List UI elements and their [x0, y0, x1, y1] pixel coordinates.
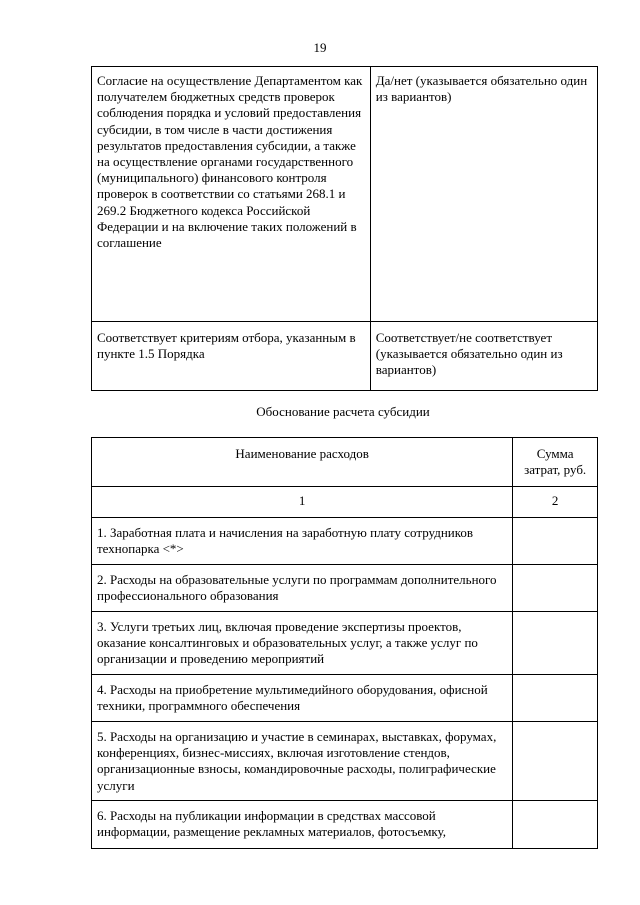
expense-name-cell: 4. Расходы на приобретение мультимедийного оборудования, офисной техники, программного обеспечения	[92, 675, 513, 722]
expense-amount-cell	[513, 675, 598, 722]
expenses-table	[91, 437, 598, 849]
header-expense-name: Наименование расходов	[92, 438, 513, 487]
consent-label-cell: Согласие на осуществление Департаментом как получателем бюджетных средств проверок соблюдения порядка и условий предоставления субсидии, в том числе в части достижения результатов предоставления субсидии, а также на осуществление органами государственного (муниципального) финансового контроля проверок в соответствии со статьями 268.1 и 269.2 Бюджетного кодекса Российской Федерации и на включение таких положений в соглашение	[92, 67, 371, 322]
expense-amount-cell	[513, 801, 598, 849]
expense-amount-cell	[513, 612, 598, 675]
table-row	[92, 565, 598, 612]
table-header-row	[92, 438, 598, 487]
expense-name-cell: 2. Расходы на образовательные услуги по программам дополнительного профессионального образования	[92, 565, 513, 612]
column-number-1: 1	[92, 487, 513, 518]
consent-table	[91, 66, 598, 391]
table-row	[92, 518, 598, 565]
table-row	[92, 322, 598, 391]
table-row	[92, 67, 598, 322]
header-expense-amount: Сумма затрат, руб.	[513, 438, 598, 487]
expense-name-cell: 6. Расходы на публикации информации в средствах массовой информации, размещение рекламных материалов, фотосъемку,	[92, 801, 513, 849]
column-number-2: 2	[513, 487, 598, 518]
table-row	[92, 722, 598, 801]
expense-amount-cell	[513, 518, 598, 565]
table-row	[92, 675, 598, 722]
expense-name-cell: 5. Расходы на организацию и участие в семинарах, выставках, форумах, конференциях, бизнес-миссиях, включая изготовление стендов, организационные взносы, командировочные расходы, полиграфические услуги	[92, 722, 513, 801]
column-number-row	[92, 487, 598, 518]
table-row	[92, 801, 598, 849]
expense-amount-cell	[513, 565, 598, 612]
criteria-value-cell: Соответствует/не соответствует (указывается обязательно один из вариантов)	[370, 322, 597, 391]
section-title: Обоснование расчета субсидии	[256, 404, 430, 419]
table-row	[92, 612, 598, 675]
criteria-label-cell: Соответствует критериям отбора, указанным в пункте 1.5 Порядка	[92, 322, 371, 391]
page-number: 19	[313, 40, 327, 55]
expense-amount-cell	[513, 722, 598, 801]
expense-name-cell: 3. Услуги третьих лиц, включая проведение экспертизы проектов, оказание консалтинговых и образовательных услуг, а также услуг по организации и проведению мероприятий	[92, 612, 513, 675]
expense-name-cell: 1. Заработная плата и начисления на заработную плату сотрудников технопарка <*>	[92, 518, 513, 565]
consent-value-cell: Да/нет (указывается обязательно один из вариантов)	[370, 67, 597, 322]
